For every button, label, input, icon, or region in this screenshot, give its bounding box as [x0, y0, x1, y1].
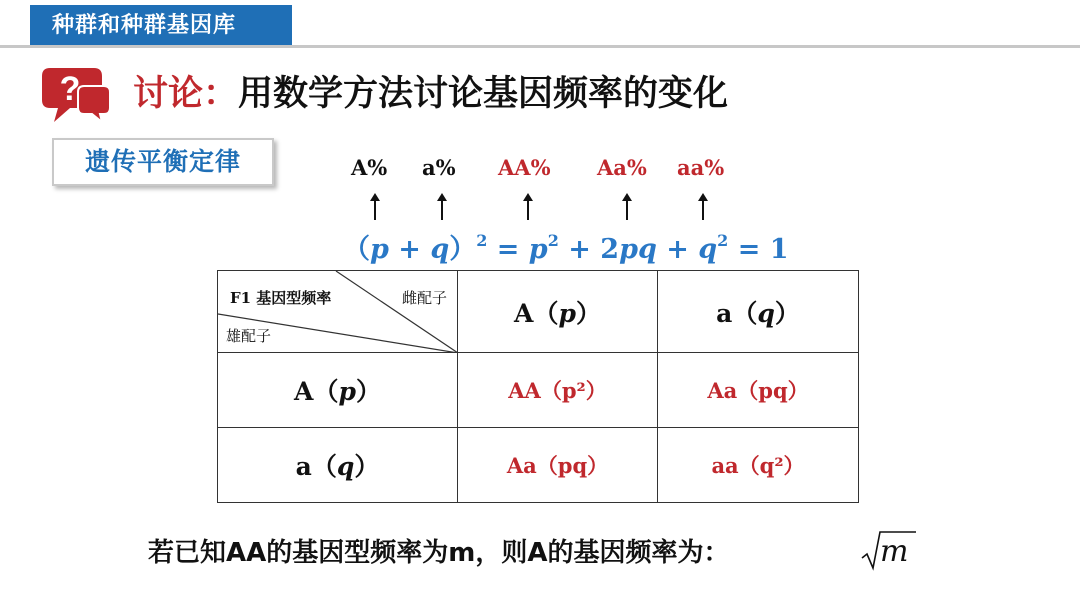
label-AA-percent: AA% — [498, 155, 551, 180]
cell-Aa: Aa（pq） — [458, 428, 658, 503]
cell-Aa: Aa（pq） — [658, 353, 859, 428]
table-row — [218, 353, 859, 428]
up-arrow-icon — [696, 192, 710, 220]
table-corner-cell — [218, 271, 458, 353]
row-header-a: a（q） — [218, 428, 458, 503]
svg-text:?: ? — [59, 70, 81, 108]
page-title — [133, 70, 728, 118]
row-header-A: A（p） — [218, 353, 458, 428]
punnett-table — [217, 270, 859, 503]
header-divider — [0, 45, 1080, 48]
label-A-percent: A% — [351, 155, 388, 180]
law-box: 遗传平衡定律 — [52, 138, 274, 186]
table-row — [218, 428, 859, 503]
up-arrow-icon — [620, 192, 634, 220]
title-text: 用数学方法讨论基因频率的变化 — [238, 74, 729, 114]
answer-variable: m — [880, 534, 909, 569]
cell-aa: aa（q²） — [658, 428, 859, 503]
hardy-weinberg-formula: $(p + q)^2 = p^2 + 2pq + q^2 = 1$ — [343, 231, 789, 265]
cell-AA: AA（p²） — [458, 353, 658, 428]
label-aa-percent: aa% — [677, 155, 725, 180]
col-header-a: a（q） — [658, 271, 859, 353]
up-arrow-icon — [435, 192, 449, 220]
up-arrow-icon — [368, 192, 382, 220]
question-bubble-icon — [40, 64, 112, 126]
question-text: 若已知AA的基因型频率为m，则A的基因频率为： — [148, 538, 730, 568]
label-a-percent: a% — [422, 155, 456, 180]
corner-label-female-gamete: 雌配子 — [401, 289, 447, 307]
corner-label-male-gamete: 雄配子 — [226, 327, 272, 345]
corner-label-f1: F1 基因型频率 — [230, 289, 332, 307]
section-tab[interactable]: 种群和种群基因库 — [30, 5, 292, 47]
up-arrow-icon — [521, 192, 535, 220]
col-header-A: A（p） — [458, 271, 658, 353]
title-label: 讨论： — [133, 74, 239, 114]
label-Aa-percent: Aa% — [597, 155, 647, 180]
answer-sqrt-m — [860, 528, 920, 574]
